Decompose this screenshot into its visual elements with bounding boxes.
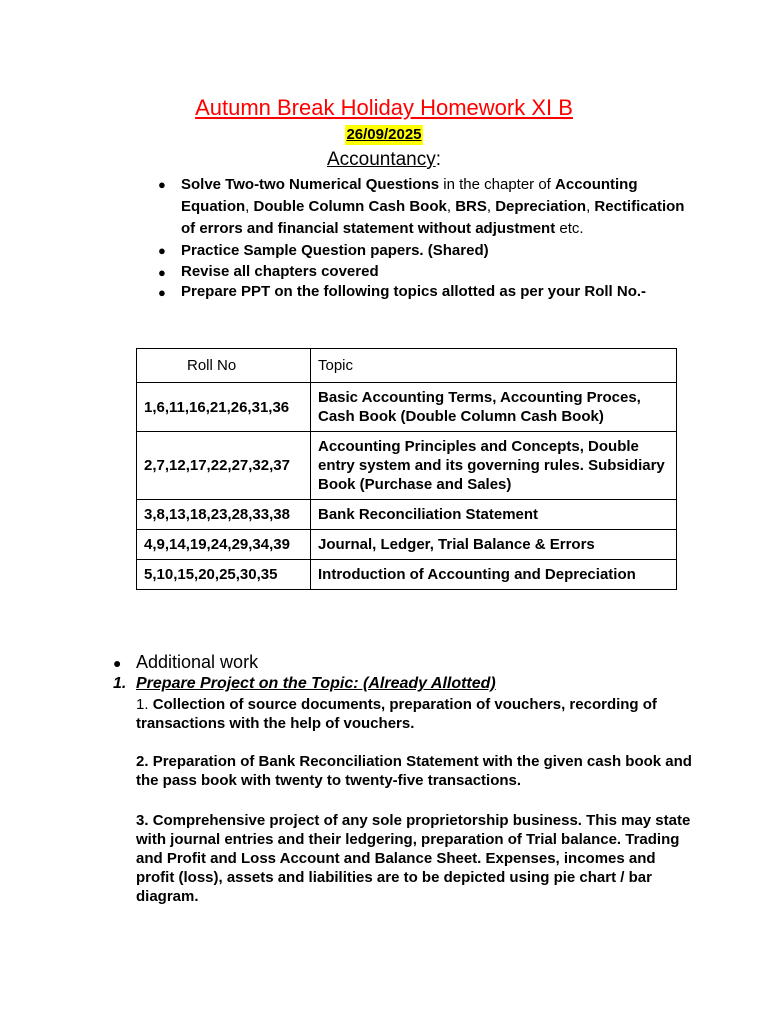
roll-topic-table [136, 348, 677, 590]
task-text: in the chapter of [439, 176, 556, 193]
topic-cell: Introduction of Accounting and Depreciation [311, 560, 677, 590]
roll-cell: 1,6,11,16,21,26,31,36 [137, 383, 311, 432]
task-ppt [158, 282, 693, 302]
project-item-number: 2. [136, 753, 153, 770]
roll-cell: 3,8,13,18,23,28,33,38 [137, 500, 311, 530]
header-topic: Topic [311, 349, 677, 383]
chapter-depreciation: Depreciation [495, 198, 587, 215]
project-number: 1. [113, 675, 127, 692]
table-row [137, 500, 677, 530]
additional-work-label: Additional work [136, 652, 259, 672]
date-line [0, 125, 768, 145]
roll-cell: 4,9,14,19,24,29,34,39 [137, 530, 311, 560]
task-text: Prepare PPT on the following topics allotted as per your Roll No.- [181, 283, 647, 300]
project-item-3 [136, 811, 696, 906]
project-item-text: Collection of source documents, preparation of vouchers, recording of transactions with the help of vouchers. [136, 696, 657, 732]
task-text-bold: Solve Two-two Numerical Questions [181, 176, 440, 193]
project-item-2 [136, 752, 696, 790]
header-roll-no: Roll No [137, 349, 311, 383]
table-row [137, 530, 677, 560]
task-list [158, 174, 693, 302]
bullet-icon: ● [158, 265, 166, 280]
separator: , [486, 198, 496, 215]
project-item-text: Comprehensive project of any sole proprietorship business. This may state with journal entries and their ledgering, preparation of Trial balance. Trading and Profit and Loss Account and Balance Sheet. Expenses, incomes and profit (loss), assets and liabilities are to be depicted using pie chart / bar diagram. [136, 812, 691, 905]
table-row [137, 560, 677, 590]
roll-cell: 2,7,12,17,22,27,32,37 [137, 432, 311, 500]
project-item-number: 3. [136, 812, 153, 829]
topic-cell: Journal, Ledger, Trial Balance & Errors [311, 530, 677, 560]
task-numericals [158, 174, 693, 240]
chapter-accounting-equation: Accounting Equation [181, 176, 638, 215]
task-sample-papers [158, 240, 693, 262]
project-item-1 [136, 695, 696, 733]
chapter-cash-book: Double Column Cash Book [253, 198, 447, 215]
project-title-text: Prepare Project on the Topic: (Already Allotted) [136, 675, 496, 692]
topic-cell: Basic Accounting Terms, Accounting Proces, Cash Book (Double Column Cash Book) [311, 383, 677, 432]
bullet-icon: ● [158, 177, 166, 192]
topic-cell: Bank Reconciliation Statement [311, 500, 677, 530]
additional-work-heading [113, 650, 258, 675]
subject-name: Accountancy [326, 149, 436, 170]
task-text: Practice Sample Question papers. (Shared) [181, 242, 489, 259]
page-title: Autumn Break Holiday Homework XI B [195, 95, 573, 120]
project-title [113, 674, 496, 694]
chapter-brs: BRS [455, 198, 487, 215]
table-header-row [137, 349, 677, 383]
bullet-icon: ● [158, 243, 166, 258]
subject-heading [0, 147, 768, 172]
separator: , [586, 198, 595, 215]
separator: , [446, 198, 456, 215]
chapter-rectification: Rectification of errors and financial statement without adjustment [181, 198, 685, 237]
task-text: Revise all chapters covered [181, 263, 379, 280]
date-highlight: 26/09/2025 [346, 126, 422, 143]
project-item-number: 1. [136, 696, 153, 713]
task-text: etc. [555, 220, 584, 237]
project-item-text: Preparation of Bank Reconciliation Statement with the given cash book and the pass book with twenty to twenty-five transactions. [136, 753, 692, 789]
topic-cell: Accounting Principles and Concepts, Double entry system and its governing rules. Subsidiary Book (Purchase and Sales) [311, 432, 677, 500]
roll-cell: 5,10,15,20,25,30,35 [137, 560, 311, 590]
bullet-icon: ● [158, 285, 166, 300]
table-row [137, 432, 677, 500]
table-row [137, 383, 677, 432]
subject-colon: : [435, 149, 442, 170]
bullet-icon: ● [113, 655, 122, 671]
task-revise [158, 262, 693, 282]
separator: , [245, 198, 254, 215]
